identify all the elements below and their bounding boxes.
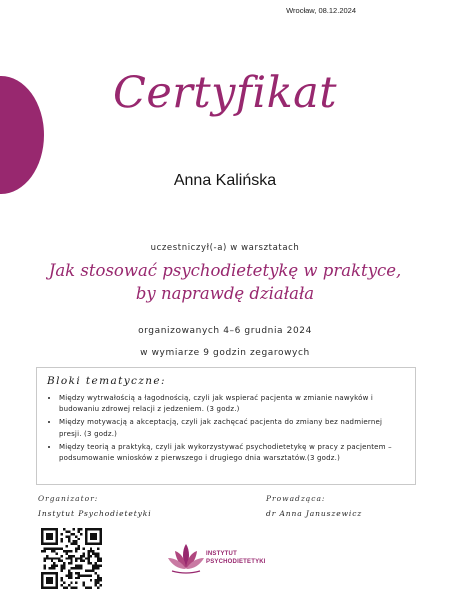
organizer-value: Instytut Psychodietetyki: [38, 509, 152, 518]
logo-line-1: INSTYTUT: [206, 551, 237, 557]
workshop-dates: organizowanych 4–6 grudnia 2024: [138, 326, 312, 336]
workshop-hours: w wymiarze 9 godzin zegarowych: [140, 348, 310, 358]
workshop-title: [0, 259, 450, 305]
participated-text: uczestniczył(-a) w warsztatach: [150, 243, 300, 253]
lotus-logo-icon: [166, 540, 206, 576]
leader-label: Prowadząca:: [266, 494, 326, 503]
block-item: • Między wytrwałością a łagodnością, czyli jak wspierać pacjenta w zmianie nawyków i budowaniu zdrowej relacji z jedzeniem. (3 godz.): [59, 393, 407, 415]
logo-line-2: PSYCHODIETETYKI: [206, 559, 266, 565]
block-item: • Między teorią a praktyką, czyli jak wykorzystywać psychodietetykę w pracy z pacjentem – podsumowanie wniosków z pierwszego i drugiego dnia warsztatów.(3 godz.): [59, 442, 407, 464]
logo-text: [206, 550, 266, 566]
organizer-label: Organizator:: [38, 494, 99, 503]
workshop-title-line-2: by naprawdę działała: [135, 284, 315, 303]
blocks-list: [45, 393, 407, 466]
recipient-name: Anna Kalińska: [173, 172, 277, 189]
thematic-blocks-box: [36, 367, 416, 485]
block-item: • Między motywacją a akceptacją, czyli jak zachęcać pacjenta do zmiany bez nadmiernej presji. (3 godz.): [59, 417, 407, 439]
place-date: Wrocław, 08.12.2024: [286, 6, 356, 15]
blocks-heading: Bloki tematyczne:: [47, 375, 166, 387]
certificate-title: Certyfikat: [112, 68, 338, 118]
workshop-title-line-1: Jak stosować psychodietetykę w praktyce,: [48, 261, 402, 280]
qr-code-icon[interactable]: [41, 528, 102, 589]
leader-value: dr Anna Januszewicz: [266, 509, 363, 518]
